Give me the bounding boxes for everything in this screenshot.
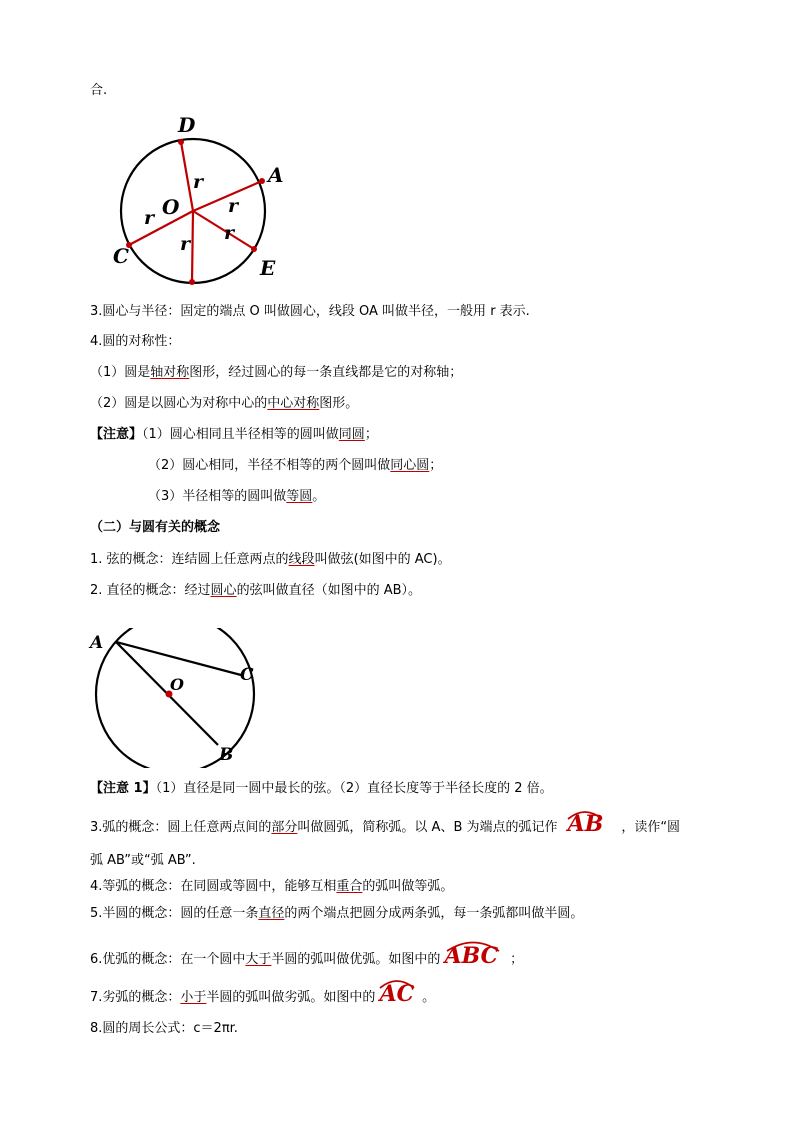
arc-mark [566, 808, 604, 820]
label-d: D [178, 113, 196, 137]
label-e: E [260, 256, 276, 280]
concept-7: 7.劣弧的概念：小于半圆的弧叫做劣弧。如图中的 AC 。 [90, 985, 435, 1007]
arc-mark [378, 977, 416, 989]
label-r4: r [224, 222, 235, 244]
item-4-1: （1）圆是轴对称图形，经过圆心的每一条直线都是它的对称轴； [90, 365, 463, 380]
item-4-2: （2）圆是以圆心为对称中心的中心对称图形。 [90, 396, 359, 411]
label-c: C [113, 244, 129, 268]
point-d [178, 139, 184, 145]
note-1: 【注意】（1）圆心相同且半径相等的圆叫做同圆； [90, 427, 378, 442]
concept-1: 1. 弦的概念：连结圆上任意两点的线段叫做弦(如图中的 AC)。 [90, 552, 451, 567]
arc-ab-label: AB [568, 815, 604, 833]
concept-8: 8.圆的周长公式：c＝2πr. [90, 1021, 238, 1036]
point-e [251, 246, 257, 252]
radius-down [192, 211, 193, 282]
concept-3: 3.弧的概念：圆上任意两点间的部分叫做圆弧，简称弧。以 A、B 为端点的弧记作 AB ，读作“圆 [90, 815, 680, 837]
point-bottom [189, 279, 195, 285]
note-1-line: 【注意 1】（1）直径是同一圆中最长的弦。（2）直径长度等于半径长度的 2 倍。 [90, 781, 553, 796]
concept-3-cont: 弧 AB”或“弧 AB”. [90, 853, 196, 868]
concept-4: 4.等弧的概念：在同圆或等圆中，能够互相重合的弧叫做等弧。 [90, 879, 454, 894]
chord-ac [116, 642, 241, 675]
point-a [259, 178, 265, 184]
concept-6: 6.优弧的概念：在一个圆中大于半圆的弧叫做优弧。如图中的 ABC ； [90, 947, 523, 969]
label-c2: C [240, 665, 254, 685]
label-a: A [268, 163, 284, 187]
label-o: O [162, 195, 180, 219]
circle-radii-figure [100, 108, 300, 288]
label-r5: r [180, 233, 191, 255]
section-2-heading: （二）与圆有关的概念 [90, 520, 221, 535]
circle-chord-figure [88, 628, 268, 768]
concept-5: 5.半圆的概念：圆的任意一条直径的两个端点把圆分成两条弧，每一条弧都叫做半圆。 [90, 906, 584, 921]
label-b2: B [219, 745, 234, 765]
arc-abc-label: ABC [445, 947, 499, 965]
radius-od [181, 142, 193, 211]
note-3: （3）半径相等的圆叫做等圆。 [148, 489, 326, 504]
arc-ac-label: AC [380, 985, 415, 1003]
label-r3: r [144, 207, 155, 229]
item-4: 4.圆的对称性： [90, 334, 181, 349]
item-3: 3.圆心与半径：固定的端点 O 叫做圆心，线段 OA 叫做半径，一般用 r 表示. [90, 304, 530, 319]
note-2: （2）圆心相同，半径不相等的两个圆叫做同心圆； [148, 458, 443, 473]
concept-2: 2. 直径的概念：经过圆心的弦叫做直径（如图中的 AB）。 [90, 583, 422, 598]
label-o2: O [170, 675, 184, 694]
label-r1: r [193, 171, 204, 193]
label-r2: r [228, 195, 239, 217]
top-text: 合. [90, 83, 108, 98]
arc-mark [445, 938, 501, 952]
label-a2: A [90, 633, 104, 653]
